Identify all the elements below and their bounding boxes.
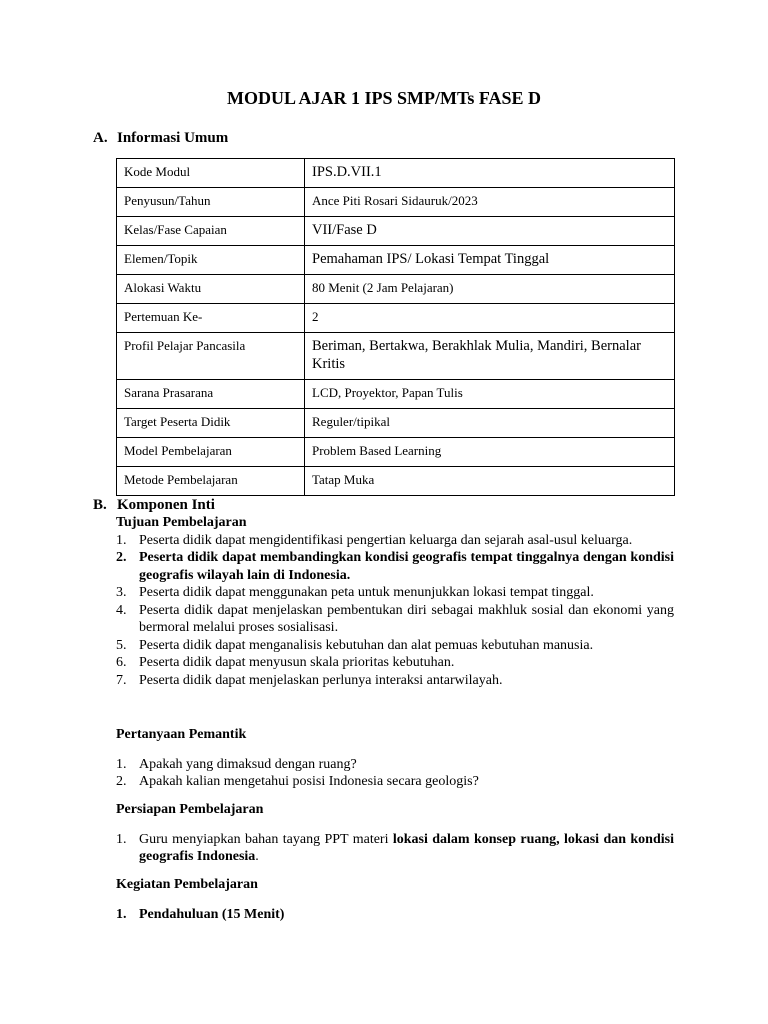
table-key: Penyusun/Tahun [117,188,305,217]
list-item [116,602,674,637]
pemantik-heading: Pertanyaan Pemantik [116,727,247,742]
list-text: Peserta didik dapat mengidentifikasi pengertian keluarga dan sejarah asal-usul keluarga. [139,532,633,548]
list-number: 1. [116,906,127,922]
list-text: Peserta didik dapat menjelaskan perlunya interaksi antarwilayah. [139,672,503,688]
table-value: Tatap Muka [305,467,675,496]
list-text: Peserta didik dapat menyusun skala prioritas kebutuhan. [139,655,455,670]
list-number: 4. [116,602,127,618]
table-value: 80 Menit (2 Jam Pelajaran) [305,275,675,304]
section-b-letter: B. [93,497,107,513]
table-row [117,409,675,438]
table-key: Profil Pelajar Pancasila [117,333,305,380]
list-number: 1. [116,831,127,847]
table-row [117,275,675,304]
list-item [116,654,674,672]
list-number: 1. [116,756,127,772]
tujuan-section [116,514,674,689]
table-value: Ance Piti Rosari Sidauruk/2023 [305,188,675,217]
table-key: Elemen/Topik [117,246,305,275]
table-row [117,467,675,496]
list-number: 7. [116,672,127,688]
kegiatan-heading: Kegiatan Pembelajaran [116,877,258,892]
table-row [117,159,675,188]
list-item [116,549,674,584]
table-value: LCD, Proyektor, Papan Tulis [305,380,675,409]
pemantik-section [116,726,674,791]
list-text: Apakah kalian mengetahui posisi Indonesia secara geologis? [139,774,479,789]
list-text: Peserta didik dapat membandingkan kondisi geografis tempat tinggalnya dengan kondisi geografis wilayah lain di Indonesia. [139,550,674,583]
table-row [117,217,675,246]
list-number: 3. [116,585,127,600]
table-key: Target Peserta Didik [117,409,305,438]
table-row [117,188,675,217]
list-text: Apakah yang dimaksud dengan ruang? [139,756,357,772]
list-item [116,637,674,655]
table-value: VII/Fase D [305,217,675,246]
table-value: Problem Based Learning [305,438,675,467]
list-text: Peserta didik dapat menjelaskan pembentukan diri sebagai makhluk sosial dan ekonomi yang bermoral melalui proses sosialisasi. [139,602,674,635]
table-key: Kelas/Fase Capaian [117,217,305,246]
table-key: Pertemuan Ke- [117,304,305,333]
table-key: Kode Modul [117,159,305,188]
page-title: MODUL AJAR 1 IPS SMP/MTs FASE D [226,88,542,108]
list-number: 6. [116,655,127,670]
table-row [117,438,675,467]
table-row [117,333,675,380]
section-b-heading [93,497,215,514]
table-row [117,246,675,275]
pemantik-list [116,756,674,791]
list-item [116,906,674,924]
section-b-title: Komponen Inti [117,497,215,513]
table-row [117,380,675,409]
list-text-bold: lokasi dalam konsep ruang, lokasi dan kondisi geografis Indonesia [139,831,674,864]
persiapan-list [116,831,674,866]
list-item [116,831,674,866]
list-text-suffix: . [255,849,259,864]
list-item [116,672,674,690]
section-a-heading [93,130,228,147]
persiapan-heading: Persiapan Pembelajaran [116,802,264,817]
list-item [116,756,674,774]
tujuan-list [116,532,674,690]
table-value: Reguler/tipikal [305,409,675,438]
persiapan-section [116,801,674,866]
table-value: IPS.D.VII.1 [305,159,675,188]
list-text: Pendahuluan (15 Menit) [139,906,285,922]
list-number: 1. [116,532,127,548]
table-key: Metode Pembelajaran [117,467,305,496]
list-number: 2. [116,550,127,565]
list-text: Peserta didik dapat menganalisis kebutuhan dan alat pemuas kebutuhan manusia. [139,637,594,653]
list-number: 5. [116,637,127,653]
table-key: Alokasi Waktu [117,275,305,304]
table-value: 2 [305,304,675,333]
table-key: Sarana Prasarana [117,380,305,409]
table-row [117,304,675,333]
list-number: 2. [116,774,127,789]
tujuan-heading: Tujuan Pembelajaran [116,515,247,530]
table-key: Model Pembelajaran [117,438,305,467]
kegiatan-list [116,906,674,924]
table-value: Beriman, Bertakwa, Berakhlak Mulia, Mandiri, Bernalar Kritis [305,333,675,380]
kegiatan-section [116,876,674,923]
list-item [116,773,674,791]
list-item [116,532,674,550]
section-a-letter: A. [93,130,108,146]
list-item [116,584,674,602]
table-value: Pemahaman IPS/ Lokasi Tempat Tinggal [305,246,675,275]
list-text: Peserta didik dapat menggunakan peta untuk menunjukkan lokasi tempat tinggal. [139,585,594,600]
info-table [116,158,675,496]
section-a-title: Informasi Umum [117,130,229,146]
list-text-prefix: Guru menyiapkan bahan tayang PPT materi [139,831,393,847]
